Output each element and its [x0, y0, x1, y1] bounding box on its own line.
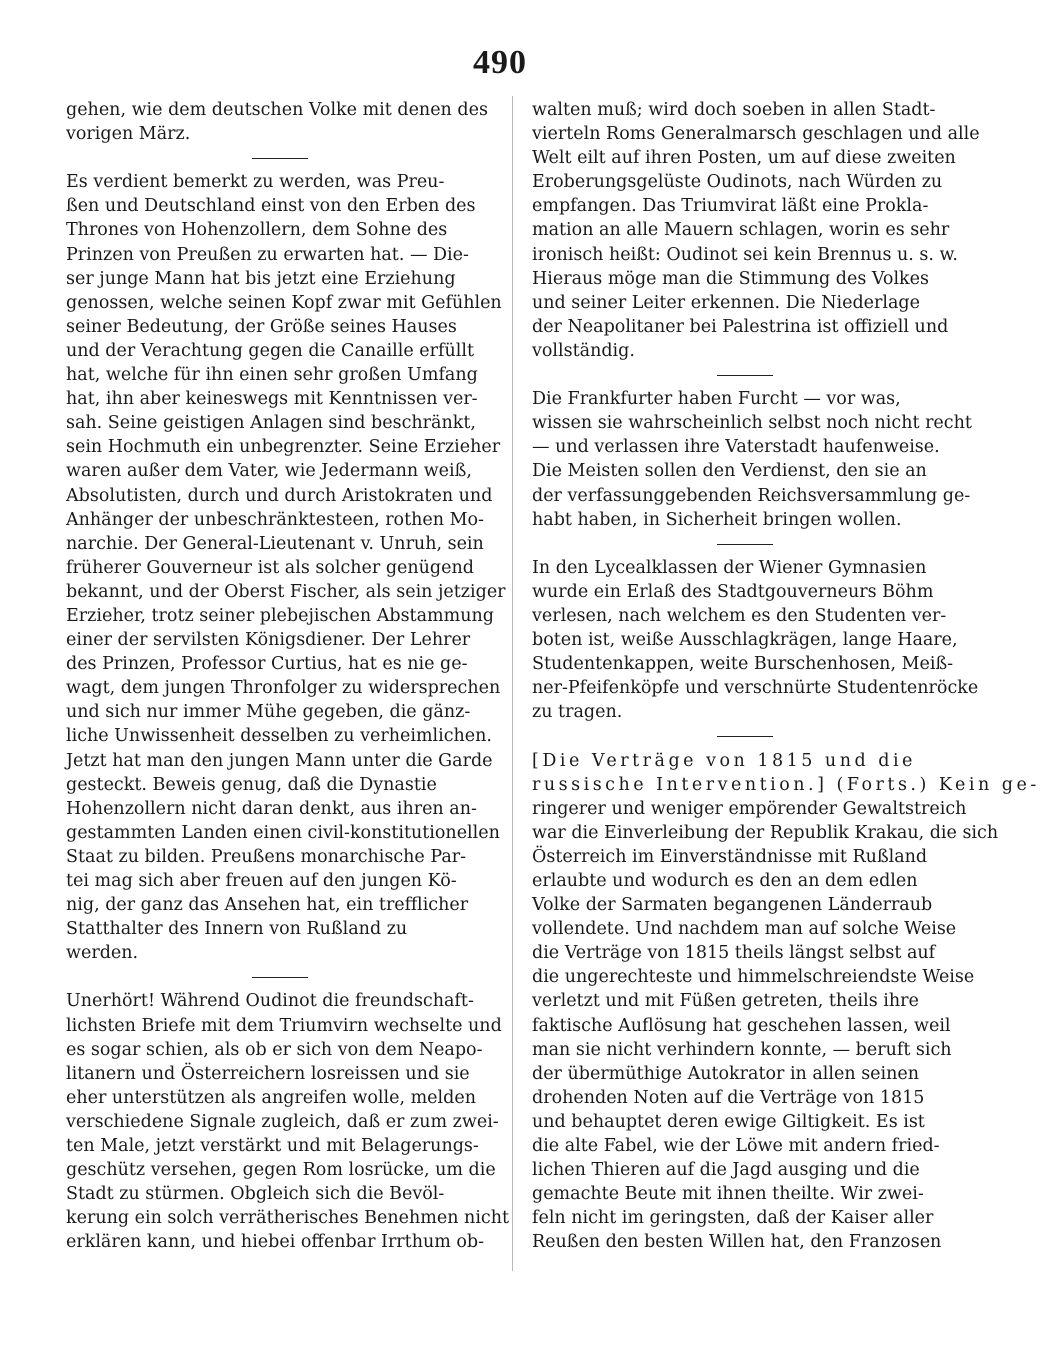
text-line: kerung ein solch verrätherisches Benehmen nicht	[66, 1208, 510, 1229]
text-line: — und verlassen ihre Vaterstadt haufenweise.	[532, 437, 940, 458]
text-line: sah. Seine geistigen Anlagen sind beschränkt,	[66, 413, 476, 434]
text-line: wissen sie wahrscheinlich selbst noch nicht recht	[532, 413, 972, 434]
text-line: ten Male, jetzt verstärkt und mit Belagerungs-	[66, 1136, 479, 1157]
text-line: der verfassunggebenden Reichsversammlung ge-	[532, 485, 971, 506]
text-line: vorigen März.	[66, 124, 191, 145]
text-line: man sie nicht verhindern konnte, — beruft sich	[532, 1039, 952, 1060]
section-divider	[532, 363, 958, 387]
text-line: russische Intervention.] (Forts.) Kein ge-	[532, 774, 1040, 795]
divider-rule	[717, 375, 773, 376]
text-line: verschiedene Signale zugleich, daß er zum zwei-	[66, 1111, 499, 1132]
text-line: Es verdient bemerkt zu werden, was Preu-	[66, 172, 445, 193]
text-line: vierteln Roms Generalmarsch geschlagen und alle	[532, 124, 980, 145]
text-line: boten ist, weiße Ausschlagkrägen, lange Haare,	[532, 630, 958, 651]
page-number: 490	[473, 44, 527, 81]
text-line: Reußen den besten Willen hat, den Franzosen	[532, 1232, 942, 1253]
text-line: wagt, dem jungen Thronfolger zu widersprechen	[66, 678, 501, 699]
text-line: Prinzen von Preußen zu erwarten hat. — Die-	[66, 244, 469, 265]
text-line: erlaubte und wodurch es den an dem edlen	[532, 871, 918, 891]
text-line: nig, der ganz das Ansehen hat, ein trefflicher	[66, 895, 469, 916]
text-line: habt haben, in Sicherheit bringen wollen.	[532, 509, 902, 530]
text-line: der übermüthige Autokrator in allen seinen	[532, 1063, 920, 1084]
article-paragraph	[532, 387, 972, 532]
text-line: Studentenkappen, weite Burschenhosen, Meiß-	[532, 654, 954, 675]
text-line: lichen Thieren auf die Jagd ausging und die	[532, 1160, 920, 1181]
text-line: und der Verachtung gegen die Canaille erfüllt	[66, 340, 474, 361]
section-divider	[66, 965, 494, 989]
divider-rule	[717, 544, 773, 545]
text-line: Hieraus möge man die Stimmung des Volkes	[532, 268, 929, 289]
text-line: hat, welche für ihn einen sehr großen Umfang	[66, 365, 478, 386]
text-line: Erzieher, trotz seiner plebejischen Abstammung	[66, 605, 494, 626]
text-line: ser junge Mann hat bis jetzt eine Erziehung	[66, 268, 456, 289]
text-line: gestammten Landen einen civil-konstitutionellen	[66, 822, 500, 843]
text-line: genossen, welche seinen Kopf zwar mit Gefühlen	[66, 292, 502, 313]
text-line: Staat zu bilden. Preußens monarchische Par-	[66, 846, 467, 867]
text-line: die ungerechteste und himmelschreiendste Weise	[532, 967, 975, 988]
text-line: werden.	[66, 943, 139, 964]
text-line: gesteckt. Beweis genug, daß die Dynastie	[66, 774, 437, 795]
text-line: zu tragen.	[532, 702, 623, 723]
divider-rule	[252, 158, 308, 159]
text-line: und behauptet deren ewige Giltigkeit. Es ist	[532, 1111, 925, 1132]
text-line: In den Lycealklassen der Wiener Gymnasien	[532, 557, 927, 578]
text-line: feln nicht im geringsten, daß der Kaiser aller	[532, 1208, 934, 1229]
text-line: narchie. Der General-Lieutenant v. Unruh, sein	[66, 533, 484, 554]
text-line: Jetzt hat man den jungen Mann unter die Garde	[66, 750, 493, 771]
text-line: wurde ein Erlaß des Stadtgouverneurs Böhm	[532, 581, 934, 602]
text-line: es sogar schien, als ob er sich von dem Neapo-	[66, 1039, 483, 1060]
text-line: mation an alle Mauern schlagen, worin es sehr	[532, 220, 950, 241]
text-line: Welt eilt auf ihren Posten, um auf diese zweiten	[532, 148, 956, 169]
text-line: liche Unwissenheit desselben zu verheimlichen.	[66, 726, 492, 747]
text-line: gemachte Beute mit ihnen theilte. Wir zwei-	[532, 1184, 924, 1205]
text-line: verlesen, nach welchem es den Studenten ver-	[532, 605, 947, 626]
text-line: seiner Bedeutung, der Größe seines Hauses	[66, 316, 457, 337]
text-line: Stadt zu stürmen. Obgleich sich die Bevöl-	[66, 1184, 445, 1205]
text-line: drohenden Noten auf die Verträge von 1815	[532, 1087, 925, 1108]
text-line: Thrones von Hohenzollern, dem Sohne des	[66, 220, 448, 241]
article-paragraph	[66, 989, 510, 1254]
text-line: des Prinzen, Professor Curtius, hat es nie ge-	[66, 654, 468, 675]
text-line: der Neapolitaner bei Palestrina ist offiziell und	[532, 316, 949, 337]
text-line: geschütz versehen, gegen Rom losrücke, um die	[66, 1160, 496, 1181]
text-line: sein Hochmuth ein unbegrenzter. Seine Erzieher	[66, 437, 501, 458]
text-line: erklären kann, und hiebei offenbar Irrthum ob-	[66, 1232, 485, 1253]
text-line: früherer Gouverneur ist als solcher genügend	[66, 557, 474, 578]
text-line: die alte Fabel, wie der Löwe mit andern fried-	[532, 1136, 940, 1157]
text-line: einer der servilsten Königsdiener. Der Lehrer	[66, 630, 471, 651]
text-line: ironisch heißt: Oudinot sei kein Brennus u. s. w.	[532, 244, 958, 265]
text-line: Österreich im Einverständnisse mit Rußland	[532, 846, 928, 867]
article-paragraph	[532, 556, 979, 725]
text-line: ner-Pfeifenköpfe und verschnürte Studentenröcke	[532, 678, 979, 699]
article-paragraph	[66, 170, 506, 965]
text-line: gehen, wie dem deutschen Volke mit denen des	[66, 100, 488, 120]
text-line: war die Einverleibung der Republik Krakau, die sich	[532, 822, 999, 843]
text-line: hat, ihn aber keineswegs mit Kenntnissen ver-	[66, 389, 478, 410]
article-paragraph	[532, 749, 1040, 1255]
text-line: ßen und Deutschland einst von den Erben des	[66, 196, 476, 217]
text-line: tei mag sich aber freuen auf den jungen Kö-	[66, 871, 457, 891]
text-line: empfangen. Das Triumvirat läßt eine Prokla-	[532, 196, 929, 217]
text-line: und seiner Leiter erkennen. Die Niederlage	[532, 292, 920, 313]
text-line: Die Frankfurter haben Furcht — vor was,	[532, 389, 901, 410]
text-line: waren außer dem Vater, wie Jedermann weiß,	[66, 461, 472, 482]
divider-rule	[252, 977, 308, 978]
text-line: Absolutisten, durch und durch Aristokraten und	[66, 485, 493, 506]
text-line: die Verträge von 1815 theils längst selbst auf	[532, 943, 936, 964]
text-line: eher unterstützen als angreifen wolle, melden	[66, 1087, 476, 1108]
text-line: vollendete. Und nachdem man auf solche Weise	[532, 919, 957, 940]
text-line: Die Meisten sollen den Verdienst, den sie an	[532, 461, 927, 482]
text-line: lichsten Briefe mit dem Triumvirn wechselte und	[66, 1015, 502, 1036]
text-line: Eroberungsgelüste Oudinots, nach Würden zu	[532, 172, 943, 193]
text-line: faktische Auflösung hat geschehen lassen, weil	[532, 1015, 951, 1036]
text-line: walten muß; wird doch soeben in allen Stadt-	[532, 100, 936, 120]
text-line: Hohenzollern nicht daran denkt, aus ihren an-	[66, 798, 477, 819]
section-divider	[66, 146, 494, 170]
article-paragraph	[66, 98, 494, 146]
text-line: [Die Verträge von 1815 und die	[532, 750, 916, 771]
column-divider	[512, 96, 513, 1271]
text-line: verletzt und mit Füßen getreten, theils ihre	[532, 991, 919, 1012]
text-line: bekannt, und der Oberst Fischer, als sein jetziger	[66, 581, 506, 602]
left-column	[66, 98, 510, 1255]
text-line: Volke der Sarmaten begangenen Länderraub	[532, 895, 933, 916]
text-line: Unerhört! Während Oudinot die freundschaft-	[66, 991, 474, 1012]
text-line: und sich nur immer Mühe gegeben, die gänz-	[66, 702, 471, 723]
text-line: Anhänger der unbeschränktesteen, rothen Mo-	[66, 509, 484, 530]
article-paragraph	[532, 98, 980, 363]
text-line: Statthalter des Innern von Rußland zu	[66, 919, 408, 940]
text-line: ringerer und weniger empörender Gewaltstreich	[532, 798, 967, 819]
right-column	[532, 98, 1040, 1255]
section-divider	[532, 724, 958, 748]
text-line: litanern und Österreichern losreissen und sie	[66, 1063, 470, 1084]
section-divider	[532, 532, 958, 556]
text-line: vollständig.	[532, 340, 635, 361]
divider-rule	[717, 736, 773, 737]
